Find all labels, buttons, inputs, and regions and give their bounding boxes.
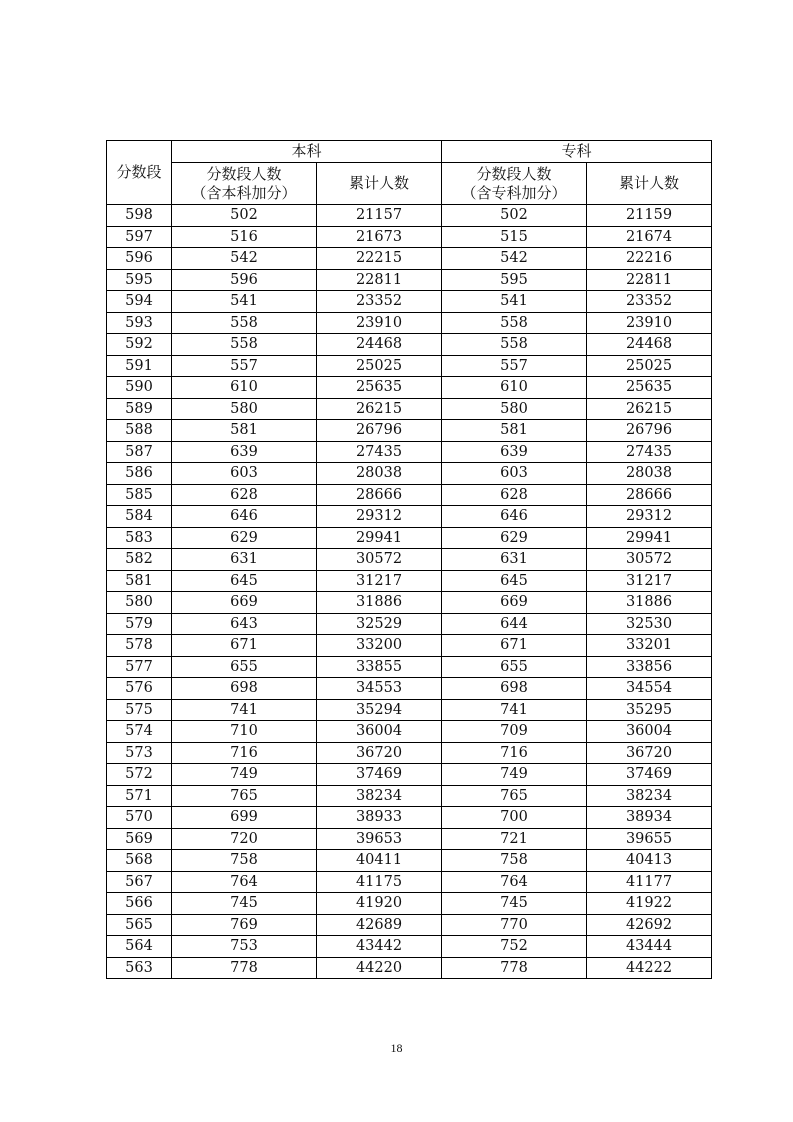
cell-undergrad-cumulative: 31217 [317,570,442,592]
cell-vocational-cumulative: 22216 [587,248,712,270]
cell-undergrad-count: 603 [172,463,317,485]
cell-vocational-cumulative: 23910 [587,312,712,334]
cell-vocational-count: 778 [442,957,587,979]
cell-undergrad-cumulative: 40411 [317,850,442,872]
cell-vocational-count: 502 [442,205,587,227]
table-row [107,850,712,872]
cell-score: 564 [107,936,172,958]
table-row [107,398,712,420]
cell-undergrad-cumulative: 32529 [317,613,442,635]
cell-undergrad-cumulative: 43442 [317,936,442,958]
table-row [107,699,712,721]
cell-vocational-count: 541 [442,291,587,313]
cell-vocational-cumulative: 41177 [587,871,712,893]
cell-vocational-cumulative: 25025 [587,355,712,377]
cell-score: 589 [107,398,172,420]
cell-score: 567 [107,871,172,893]
cell-score: 596 [107,248,172,270]
cell-vocational-count: 581 [442,420,587,442]
cell-vocational-count: 558 [442,312,587,334]
cell-vocational-count: 557 [442,355,587,377]
cell-vocational-cumulative: 25635 [587,377,712,399]
cell-undergrad-count: 629 [172,527,317,549]
cell-undergrad-count: 541 [172,291,317,313]
cell-vocational-cumulative: 41922 [587,893,712,915]
cell-vocational-count: 709 [442,721,587,743]
cell-vocational-count: 655 [442,656,587,678]
table-row [107,785,712,807]
table-row [107,291,712,313]
cell-undergrad-count: 699 [172,807,317,829]
table-row [107,334,712,356]
cell-undergrad-cumulative: 22215 [317,248,442,270]
table-row [107,377,712,399]
cell-vocational-count: 610 [442,377,587,399]
cell-vocational-cumulative: 36720 [587,742,712,764]
cell-undergrad-cumulative: 34553 [317,678,442,700]
cell-undergrad-cumulative: 33200 [317,635,442,657]
cell-undergrad-cumulative: 41920 [317,893,442,915]
cell-undergrad-count: 753 [172,936,317,958]
cell-vocational-count: 741 [442,699,587,721]
table-row [107,549,712,571]
cell-vocational-cumulative: 21674 [587,226,712,248]
cell-score: 576 [107,678,172,700]
table-row [107,205,712,227]
cell-vocational-cumulative: 27435 [587,441,712,463]
cell-score: 568 [107,850,172,872]
cell-score: 594 [107,291,172,313]
cell-score: 581 [107,570,172,592]
cell-undergrad-cumulative: 44220 [317,957,442,979]
cell-undergrad-cumulative: 38234 [317,785,442,807]
cell-undergrad-count: 643 [172,613,317,635]
cell-undergrad-cumulative: 37469 [317,764,442,786]
cell-vocational-cumulative: 32530 [587,613,712,635]
cell-vocational-cumulative: 21159 [587,205,712,227]
cell-score: 598 [107,205,172,227]
header-vocational-count [442,163,587,205]
cell-vocational-count: 700 [442,807,587,829]
table-row [107,893,712,915]
cell-undergrad-count: 558 [172,312,317,334]
table-body [107,205,712,979]
header-undergrad-count [172,163,317,205]
cell-score: 565 [107,914,172,936]
cell-score: 572 [107,764,172,786]
cell-vocational-count: 645 [442,570,587,592]
cell-undergrad-count: 631 [172,549,317,571]
cell-vocational-count: 764 [442,871,587,893]
table-row [107,420,712,442]
cell-score: 587 [107,441,172,463]
cell-score: 583 [107,527,172,549]
table-row [107,957,712,979]
cell-undergrad-cumulative: 25635 [317,377,442,399]
cell-undergrad-count: 710 [172,721,317,743]
cell-vocational-count: 580 [442,398,587,420]
cell-undergrad-cumulative: 39653 [317,828,442,850]
cell-undergrad-cumulative: 21673 [317,226,442,248]
cell-undergrad-cumulative: 22811 [317,269,442,291]
cell-undergrad-count: 758 [172,850,317,872]
cell-score: 590 [107,377,172,399]
cell-undergrad-count: 502 [172,205,317,227]
table-row [107,678,712,700]
cell-undergrad-cumulative: 23910 [317,312,442,334]
cell-score: 563 [107,957,172,979]
cell-vocational-cumulative: 34554 [587,678,712,700]
cell-score: 582 [107,549,172,571]
header-undergrad-cumulative: 累计人数 [317,163,442,205]
cell-undergrad-cumulative: 25025 [317,355,442,377]
table-row [107,527,712,549]
score-distribution-table [106,140,712,979]
cell-vocational-count: 721 [442,828,587,850]
cell-vocational-count: 758 [442,850,587,872]
cell-vocational-count: 631 [442,549,587,571]
cell-undergrad-cumulative: 28666 [317,484,442,506]
cell-score: 574 [107,721,172,743]
cell-vocational-cumulative: 33856 [587,656,712,678]
cell-undergrad-count: 764 [172,871,317,893]
cell-undergrad-cumulative: 26215 [317,398,442,420]
cell-vocational-cumulative: 38934 [587,807,712,829]
table-row [107,355,712,377]
table-row [107,807,712,829]
header-vocational-count-line2: （含专科加分） [461,183,567,202]
cell-vocational-cumulative: 31886 [587,592,712,614]
table-row [107,312,712,334]
header-undergrad-count-line1: 分数段人数 [206,164,282,183]
cell-score: 588 [107,420,172,442]
cell-undergrad-count: 741 [172,699,317,721]
cell-score: 579 [107,613,172,635]
cell-undergrad-cumulative: 29941 [317,527,442,549]
cell-vocational-count: 669 [442,592,587,614]
cell-score: 570 [107,807,172,829]
cell-undergrad-cumulative: 23352 [317,291,442,313]
table-row [107,635,712,657]
table-row [107,871,712,893]
cell-undergrad-count: 581 [172,420,317,442]
cell-score: 578 [107,635,172,657]
cell-vocational-cumulative: 29312 [587,506,712,528]
table-row [107,936,712,958]
table-row [107,248,712,270]
cell-vocational-cumulative: 42692 [587,914,712,936]
cell-undergrad-count: 628 [172,484,317,506]
table-row [107,828,712,850]
header-vocational-count-line1: 分数段人数 [476,164,552,183]
cell-score: 577 [107,656,172,678]
table-row [107,226,712,248]
cell-score: 575 [107,699,172,721]
cell-vocational-count: 752 [442,936,587,958]
cell-score: 585 [107,484,172,506]
cell-vocational-cumulative: 36004 [587,721,712,743]
cell-undergrad-count: 769 [172,914,317,936]
cell-vocational-cumulative: 24468 [587,334,712,356]
cell-vocational-cumulative: 35295 [587,699,712,721]
cell-undergrad-cumulative: 24468 [317,334,442,356]
cell-undergrad-cumulative: 27435 [317,441,442,463]
table-row [107,269,712,291]
cell-undergrad-count: 720 [172,828,317,850]
cell-undergrad-cumulative: 36720 [317,742,442,764]
cell-vocational-cumulative: 28666 [587,484,712,506]
cell-score: 595 [107,269,172,291]
cell-vocational-count: 515 [442,226,587,248]
table-row [107,570,712,592]
table-row [107,463,712,485]
cell-vocational-count: 628 [442,484,587,506]
cell-undergrad-count: 580 [172,398,317,420]
cell-score: 571 [107,785,172,807]
cell-vocational-cumulative: 26796 [587,420,712,442]
cell-vocational-cumulative: 40413 [587,850,712,872]
cell-undergrad-cumulative: 31886 [317,592,442,614]
cell-score: 586 [107,463,172,485]
cell-undergrad-count: 558 [172,334,317,356]
cell-vocational-cumulative: 37469 [587,764,712,786]
cell-undergrad-count: 542 [172,248,317,270]
table-row [107,742,712,764]
cell-vocational-count: 639 [442,441,587,463]
cell-vocational-count: 558 [442,334,587,356]
cell-vocational-count: 770 [442,914,587,936]
cell-undergrad-cumulative: 33855 [317,656,442,678]
cell-vocational-cumulative: 31217 [587,570,712,592]
cell-undergrad-cumulative: 28038 [317,463,442,485]
table-row [107,484,712,506]
cell-undergrad-count: 778 [172,957,317,979]
page-number: 18 [390,1041,403,1055]
cell-undergrad-count: 557 [172,355,317,377]
cell-undergrad-cumulative: 38933 [317,807,442,829]
cell-vocational-count: 671 [442,635,587,657]
table-row [107,656,712,678]
cell-undergrad-count: 765 [172,785,317,807]
cell-vocational-cumulative: 29941 [587,527,712,549]
header-undergrad-group: 本科 [172,141,442,163]
header-vocational-group: 专科 [442,141,712,163]
cell-undergrad-count: 639 [172,441,317,463]
cell-undergrad-cumulative: 42689 [317,914,442,936]
cell-vocational-count: 698 [442,678,587,700]
cell-undergrad-count: 698 [172,678,317,700]
cell-vocational-cumulative: 28038 [587,463,712,485]
table-row [107,506,712,528]
cell-undergrad-count: 716 [172,742,317,764]
cell-score: 592 [107,334,172,356]
cell-score: 569 [107,828,172,850]
cell-vocational-cumulative: 30572 [587,549,712,571]
cell-undergrad-cumulative: 36004 [317,721,442,743]
cell-undergrad-count: 669 [172,592,317,614]
cell-undergrad-count: 745 [172,893,317,915]
cell-undergrad-count: 645 [172,570,317,592]
cell-score: 591 [107,355,172,377]
header-score-segment: 分数段 [107,141,172,205]
table-row [107,592,712,614]
table-row [107,613,712,635]
cell-vocational-cumulative: 23352 [587,291,712,313]
cell-undergrad-cumulative: 21157 [317,205,442,227]
cell-score: 566 [107,893,172,915]
cell-vocational-cumulative: 33201 [587,635,712,657]
table-row [107,721,712,743]
cell-score: 593 [107,312,172,334]
header-vocational-cumulative: 累计人数 [587,163,712,205]
cell-vocational-count: 595 [442,269,587,291]
cell-undergrad-cumulative: 30572 [317,549,442,571]
cell-undergrad-cumulative: 29312 [317,506,442,528]
cell-undergrad-count: 596 [172,269,317,291]
cell-score: 580 [107,592,172,614]
cell-vocational-cumulative: 22811 [587,269,712,291]
table-row [107,764,712,786]
cell-score: 584 [107,506,172,528]
cell-undergrad-count: 610 [172,377,317,399]
cell-score: 597 [107,226,172,248]
cell-undergrad-cumulative: 26796 [317,420,442,442]
cell-vocational-count: 749 [442,764,587,786]
cell-vocational-count: 629 [442,527,587,549]
cell-score: 573 [107,742,172,764]
cell-vocational-count: 644 [442,613,587,635]
cell-vocational-count: 603 [442,463,587,485]
table-row [107,441,712,463]
cell-undergrad-count: 646 [172,506,317,528]
cell-vocational-count: 716 [442,742,587,764]
table-row [107,914,712,936]
cell-vocational-cumulative: 38234 [587,785,712,807]
cell-vocational-cumulative: 43444 [587,936,712,958]
cell-vocational-count: 765 [442,785,587,807]
header-undergrad-count-line2: （含本科加分） [191,183,297,202]
cell-undergrad-count: 749 [172,764,317,786]
cell-vocational-count: 646 [442,506,587,528]
cell-undergrad-count: 671 [172,635,317,657]
cell-vocational-count: 745 [442,893,587,915]
cell-undergrad-cumulative: 35294 [317,699,442,721]
cell-vocational-count: 542 [442,248,587,270]
cell-undergrad-count: 516 [172,226,317,248]
cell-vocational-cumulative: 44222 [587,957,712,979]
cell-vocational-cumulative: 26215 [587,398,712,420]
cell-undergrad-cumulative: 41175 [317,871,442,893]
cell-undergrad-count: 655 [172,656,317,678]
cell-vocational-cumulative: 39655 [587,828,712,850]
